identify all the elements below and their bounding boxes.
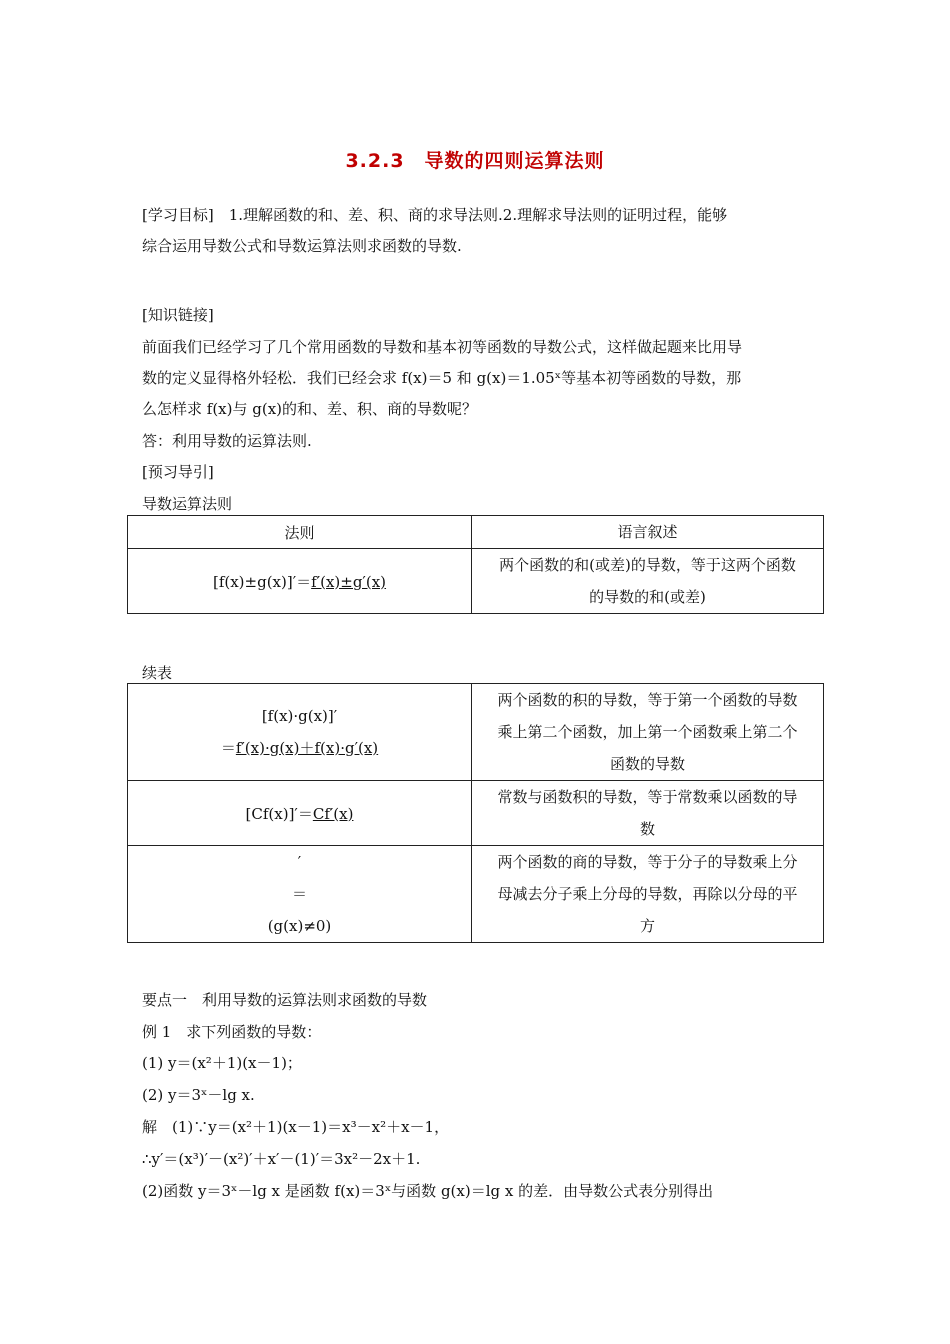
knowledge-paragraph-line3: 么怎样求 f(x)与 g(x)的和、差、积、商的导数呢？ xyxy=(142,400,478,418)
desc-line: 两个函数的商的导数，等于分子的导数乘上分 xyxy=(497,853,798,871)
desc-line: 两个函数的积的导数，等于第一个函数的导数 xyxy=(497,691,798,709)
table-row xyxy=(128,684,824,781)
example1-prompt: 例 1 求下列函数的导数： xyxy=(142,1023,322,1041)
rule-text: [f(x)·g(x)]′ xyxy=(261,707,338,725)
desc-line: 数 xyxy=(639,820,655,838)
desc-sum-difference xyxy=(472,549,824,614)
rule-answer: Cf′(x) xyxy=(312,804,354,823)
table-row xyxy=(128,549,824,614)
desc-line: 两个函数的和(或差)的导数，等于这两个函数 xyxy=(499,556,796,574)
desc-line: 母减去分子乘上分母的导数，再除以分母的平 xyxy=(497,885,798,903)
point1-heading: 要点一 利用导数的运算法则求函数的导数 xyxy=(142,991,428,1009)
desc-product xyxy=(472,684,824,781)
solution-line3: (2)函数 y＝3ˣ－lg x 是函数 f(x)＝3ˣ与函数 g(x)＝lg x 的差．由导数公式表分别得出 xyxy=(142,1182,714,1200)
knowledge-paragraph-line1: 前面我们已经学习了几个常用函数的导数和基本初等函数的导数公式，这样做起题来比用导 xyxy=(142,338,743,356)
rule-text: ′ xyxy=(297,853,302,871)
desc-line: 函数的导数 xyxy=(609,755,685,773)
derivative-rules-table-continued xyxy=(127,683,824,943)
rule-text: [f(x)±g(x)]′＝ xyxy=(212,572,312,591)
rule-line xyxy=(128,732,471,764)
knowledge-answer: 答：利用导数的运算法则. xyxy=(142,432,312,450)
solution-line2: ∴y′＝(x³)′－(x²)′＋x′－(1)′＝3x²－2x＋1. xyxy=(142,1150,421,1168)
table-header-row xyxy=(128,516,824,549)
example1-q1: (1) y＝(x²＋1)(x－1)； xyxy=(142,1054,302,1072)
preview-heading: [预习导引] xyxy=(142,463,214,481)
table-row xyxy=(128,781,824,846)
learning-goals-line1: [学习目标] 1.理解函数的和、差、积、商的求导法则.2.理解求导法则的证明过程，能够 xyxy=(142,206,728,224)
desc-line: 方 xyxy=(639,917,655,935)
rule-product xyxy=(128,684,472,781)
knowledge-paragraph-line2: 数的定义显得格外轻松．我们已经会求 f(x)＝5 和 g(x)＝1.05ˣ等基本初等函数的导数，那 xyxy=(142,369,742,387)
rule-text: ＝ xyxy=(291,885,307,903)
rule-text: ＝ xyxy=(220,739,236,757)
table-row xyxy=(128,846,824,943)
desc-line: 乘上第二个函数，加上第一个函数乘上第二个 xyxy=(497,723,798,741)
solution-line1: 解 (1)∵y＝(x²＋1)(x－1)＝x³－x²＋x－1， xyxy=(142,1118,450,1136)
derivative-rules-table xyxy=(127,515,824,614)
desc-line: 常数与函数积的导数，等于常数乘以函数的导 xyxy=(497,788,798,806)
rule-sum-difference xyxy=(128,549,472,614)
knowledge-heading: [知识链接] xyxy=(142,306,214,324)
header-description: 语言叙述 xyxy=(472,516,824,549)
desc-line: 的导数的和(或差) xyxy=(589,588,706,606)
table-caption: 导数运算法则 xyxy=(142,495,233,513)
desc-constant-multiple xyxy=(472,781,824,846)
rule-condition: (g(x)≠0) xyxy=(267,917,332,935)
header-rule: 法则 xyxy=(128,516,472,549)
continued-label: 续表 xyxy=(142,664,173,682)
rule-answer: f′(x)·g(x)＋f(x)·g′(x) xyxy=(235,739,379,757)
page-title: 3.2.3 导数的四则运算法则 xyxy=(345,150,605,172)
example1-q2: (2) y＝3ˣ－lg x. xyxy=(142,1086,255,1104)
rule-constant-multiple xyxy=(128,781,472,846)
rule-answer: f′(x)±g′(x) xyxy=(311,572,387,591)
desc-quotient xyxy=(472,846,824,943)
rule-text: [Cf(x)]′＝ xyxy=(245,804,313,823)
rule-quotient xyxy=(128,846,472,943)
learning-goals-line2: 综合运用导数公式和导数运算法则求函数的导数. xyxy=(142,237,462,255)
